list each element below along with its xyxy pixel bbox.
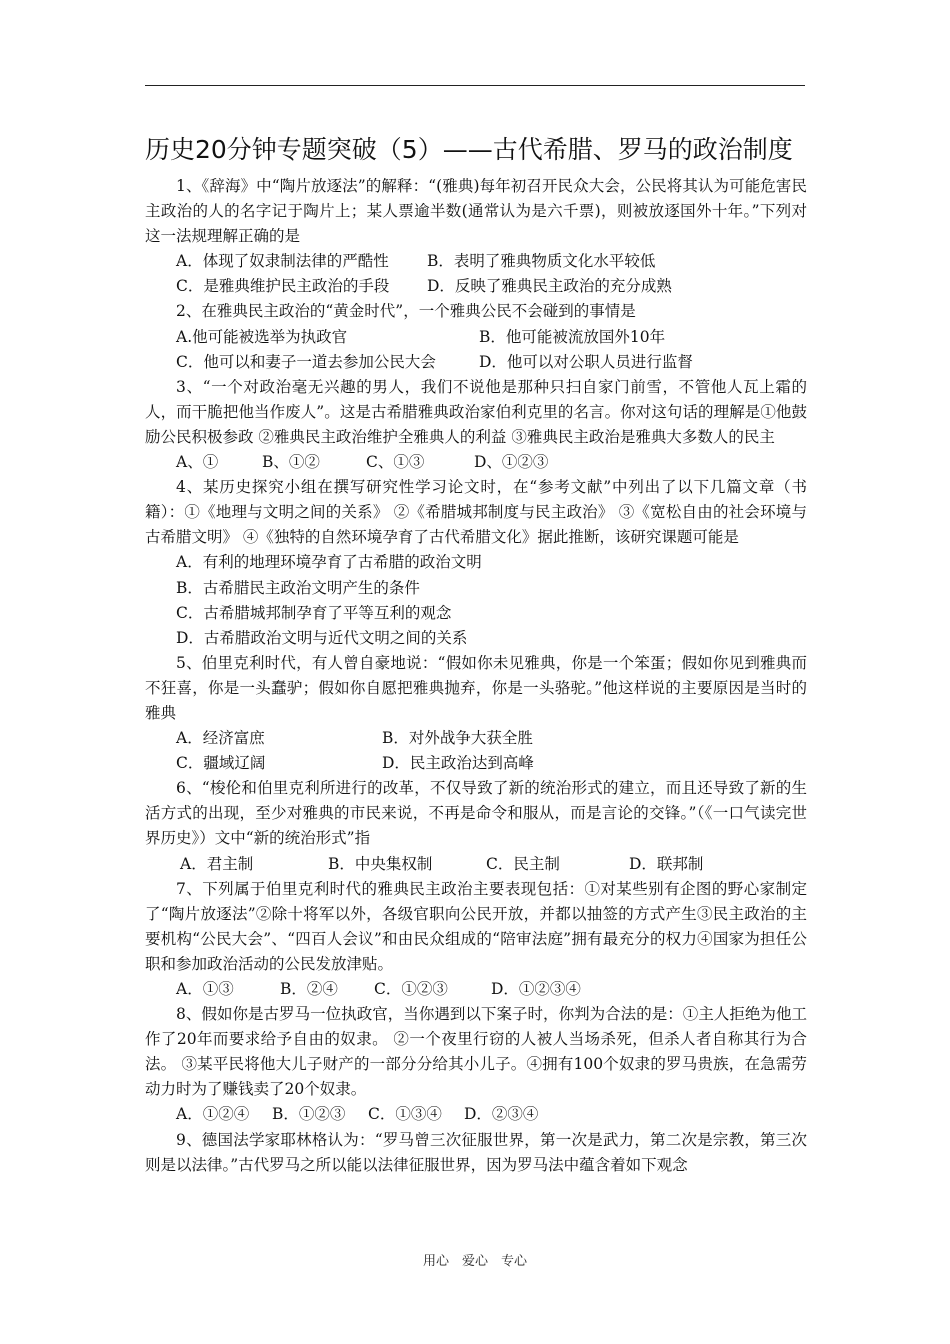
question-2-options-row [145, 325, 807, 350]
question-3-option-b: B、①② [262, 453, 320, 472]
question-6-option-a: A．君主制 [180, 854, 254, 873]
question-8-option-d: D．②③④ [464, 1105, 539, 1124]
question-9-stem: 9、德国法学家耶林格认为：“罗马曾三次征服世界，第一次是武力，第二次是宗教，第三次则是以法律。”古代罗马之所以能以法律征服世界，因为罗马法中蕴含着如下观念 [145, 1130, 807, 1174]
question-8-options-row [145, 1102, 807, 1127]
question-5-option-c: C．疆域辽阔 [176, 754, 266, 773]
question-6-stem: 6、“梭伦和伯里克利所进行的改革，不仅导致了新的统治形式的建立，而且还导致了新的生活方式的出现，至少对雅典的市民来说，不再是命令和服从，而是言论的交锋。”（《一口气读完世界历史》）文中“新的统治形式”指 [145, 779, 807, 848]
question-1-option-d: D．反映了雅典民主政治的充分成熟 [427, 277, 672, 296]
question-3-option-d: D、①②③ [474, 453, 549, 472]
page-footer: 用心 爱心 专心 [422, 1254, 527, 1269]
question-1-stem: 1、《辞海》中“陶片放逐法”的解释：“(雅典)每年初召开民众大会，公民将其认为可能危害民主政治的人的名字记于陶片上；某人票逾半数(通常认为是六千票)，则被放逐国外十年。”下列对这一法规理解正确的是 [145, 177, 807, 246]
question-3-option-c: C、①③ [366, 453, 425, 472]
question-8-stem: 8、假如你是古罗马一位执政官，当你遇到以下案子时，你判为合法的是：①主人拒绝为他工作了20年而要求给予自由的奴隶。 ②一个夜里行窃的人被人当场杀死，但杀人者自称其行为合法。 ③某平民将他大儿子财产的一部分分给其小儿子。④拥有100个奴隶的罗马贵族，在急需劳动力时为了赚钱卖了20个奴隶。 [145, 1005, 807, 1099]
page-title: 历史20分钟专题突破（5）——古代希腊、罗马的政治制度 [145, 135, 793, 164]
question-3-options-row [145, 450, 807, 475]
question-5-option-b: B．对外战争大获全胜 [382, 729, 533, 748]
question-1-options-row [145, 274, 807, 299]
question-5-options-row [145, 726, 807, 751]
question-4-stem: 4、某历史探究小组在撰写研究性学习论文时，在“参考文献”中列出了以下几篇文章（书籍）：①《地理与文明之间的关系》 ②《希腊城邦制度与民主政治》 ③《宽松自由的社会环境与古希腊文明》 ④《独特的自然环境孕育了古代希腊文化》据此推断，该研究课题可能是 [145, 478, 807, 547]
question-7-stem: 7、下列属于伯里克利时代的雅典民主政治主要表现包括：①对某些别有企图的野心家制定了“陶片放逐法”②除十将军以外，各级官职向公民开放，并都以抽签的方式产生③民主政治的主要机构“公民大会”、“四百人会议”和由民众组成的“陪审法庭”拥有最充分的权力④国家为担任公职和参加政治活动的公民发放津贴。 [145, 879, 807, 973]
question-2-options-row [145, 350, 807, 375]
question-1-option-b: B．表明了雅典物质文化水平较低 [427, 252, 656, 271]
question-2-stem: 2、在雅典民主政治的“黄金时代”，一个雅典公民不会碰到的事情是 [176, 302, 636, 321]
question-1-option-c: C．是雅典维护民主政治的手段 [176, 277, 390, 296]
document-body [145, 174, 807, 1178]
question-6-option-c: C．民主制 [486, 854, 560, 873]
question-4-option-d: D．古希腊政治文明与近代文明之间的关系 [176, 628, 468, 647]
question-4-option-c: C．古希腊城邦制孕育了平等互利的观念 [176, 603, 452, 622]
question-6-option-d: D．联邦制 [629, 854, 704, 873]
question-7-option-d: D．①②③④ [491, 980, 581, 998]
question-2-option-d: D．他可以对公职人员进行监督 [479, 352, 693, 371]
question-7-option-b: B．②④ [280, 980, 338, 998]
question-7-options-row [145, 977, 807, 1002]
question-6-options-row [145, 852, 807, 877]
question-7-option-c: C．①②③ [374, 980, 448, 998]
question-8-option-b: B．①②③ [272, 1105, 346, 1124]
header-rule [145, 85, 805, 86]
question-1-option-a: A．体现了奴隶制法律的严酷性 [176, 252, 389, 271]
question-5-options-row [145, 751, 807, 776]
question-4-option-b: B．古希腊民主政治文明产生的条件 [176, 578, 420, 597]
question-7-option-a: A．①③ [176, 980, 234, 998]
question-8-option-c: C．①③④ [368, 1105, 442, 1124]
question-4-option-a: A．有利的地理环境孕育了古希腊的政治文明 [176, 553, 482, 572]
question-2-option-a: A.他可能被选举为执政官 [176, 327, 348, 346]
question-2-option-c: C．他可以和妻子一道去参加公民大会 [176, 352, 436, 371]
question-8-option-a: A．①②④ [176, 1105, 250, 1124]
question-3-stem: 3、“一个对政治毫无兴趣的男人，我们不说他是那种只扫自家门前雪，不管他人瓦上霜的人，而干脆把他当作废人”。这是古希腊雅典政治家伯利克里的名言。你对这句话的理解是①他鼓励公民积极参政 ②雅典民主政治维护全雅典人的利益 ③雅典民主政治是雅典大多数人的民主 [145, 377, 807, 446]
question-5-option-d: D．民主政治达到高峰 [382, 754, 534, 773]
question-5-stem: 5、伯里克利时代，有人曾自豪地说：“假如你未见雅典，你是一个笨蛋；假如你见到雅典而不狂喜，你是一头蠢驴；假如你自愿把雅典抛弃，你是一头骆驼。”他这样说的主要原因是当时的雅典 [145, 653, 807, 722]
question-2-option-b: B．他可能被流放国外10年 [479, 327, 666, 346]
question-3-option-a: A、① [176, 453, 219, 472]
question-1-options-row [145, 249, 807, 274]
question-6-option-b: B．中央集权制 [328, 854, 433, 873]
question-5-option-a: A．经济富庶 [176, 729, 265, 748]
